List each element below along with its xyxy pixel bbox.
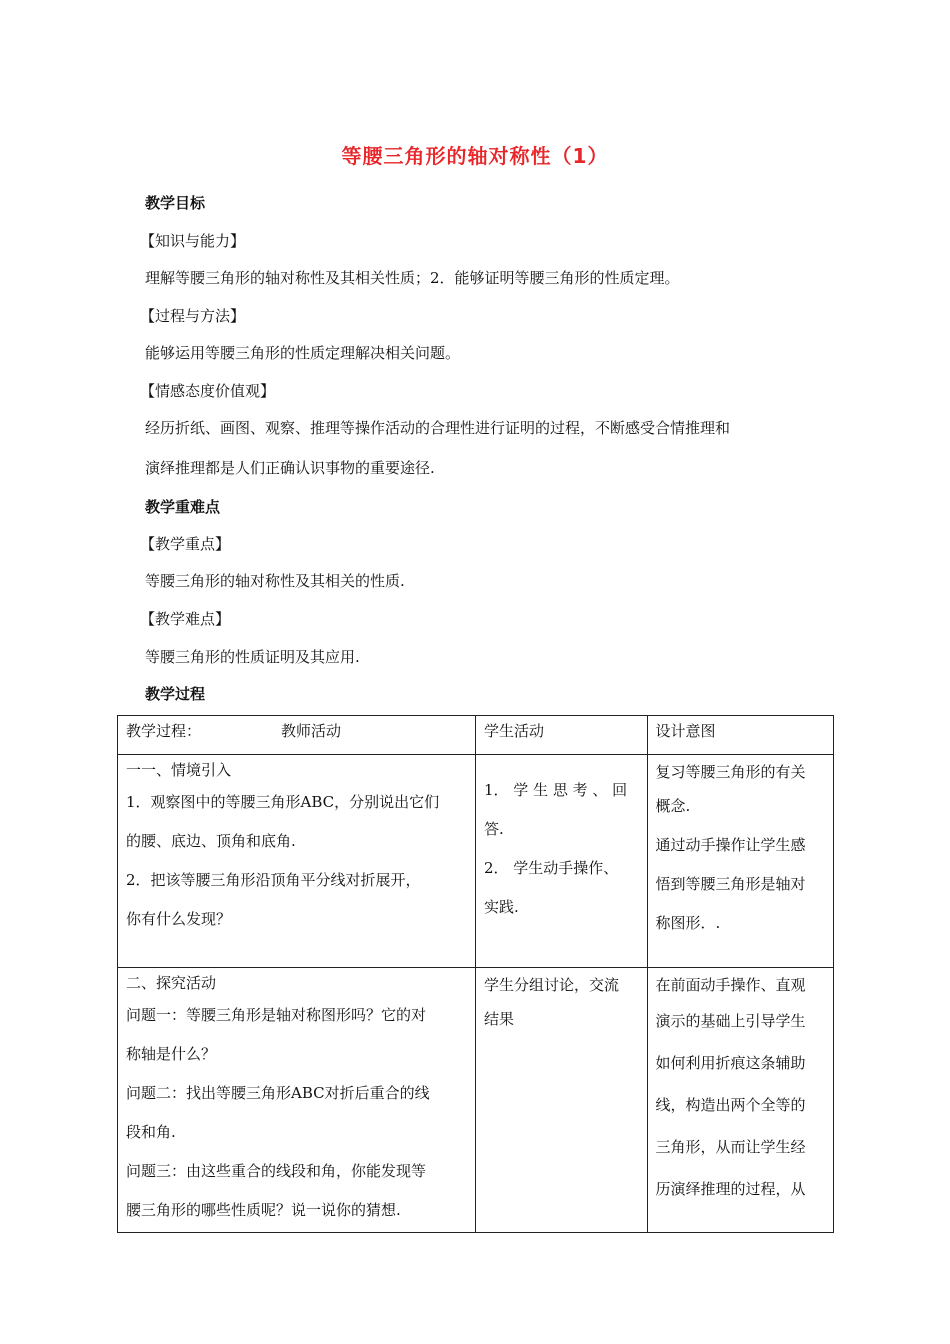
table-row xyxy=(118,755,834,968)
row2-intent-line: 三角形，从而让学生经 xyxy=(655,1138,806,1156)
row2-intent-line: 如何利用折痕这条辅助 xyxy=(655,1054,806,1072)
row1-intent-line: 概念. xyxy=(655,797,691,815)
row2-teacher-line: 问题一：等腰三角形是轴对称图形吗？它的对 xyxy=(126,1006,427,1024)
header-process-label: 教学过程： xyxy=(126,722,202,740)
row1-teacher-line: 2．把该等腰三角形沿顶角平分线对折展开， xyxy=(126,871,421,889)
page-title: 等腰三角形的轴对称性（1） xyxy=(341,144,609,168)
row2-teacher-line: 称轴是什么？ xyxy=(126,1045,217,1063)
row1-intent-line: 悟到等腰三角形是轴对 xyxy=(655,875,806,893)
row2-teacher-line: 问题三：由这些重合的线段和角，你能发现等 xyxy=(126,1162,427,1180)
row1-intent-line: 通过动手操作让学生感 xyxy=(655,836,806,854)
row1-teacher-line: 1．观察图中的等腰三角形ABC，分别说出它们 xyxy=(126,793,440,811)
row1-teacher-line: 的腰、底边、顶角和底角. xyxy=(126,832,296,850)
key-text: 等腰三角形的轴对称性及其相关的性质. xyxy=(145,572,405,590)
process-label: 【过程与方法】 xyxy=(140,307,246,325)
row1-teacher-cell xyxy=(118,755,476,968)
table-row xyxy=(118,968,834,1233)
row1-student-line: 2． 学生动手操作、 xyxy=(483,859,619,877)
row2-teacher-line: 二、探究活动 xyxy=(126,974,217,992)
knowledge-text: 理解等腰三角形的轴对称性及其相关性质；2．能够证明等腰三角形的性质定理。 xyxy=(145,269,680,287)
goals-heading: 教学目标 xyxy=(145,194,206,212)
row2-teacher-line: 段和角. xyxy=(126,1123,176,1141)
emotion-text-line1: 经历折纸、画图、观察、推理等操作活动的合理性进行证明的过程，不断感受合情推理和 xyxy=(145,419,731,437)
row2-teacher-line: 问题二：找出等腰三角形ABC对折后重合的线 xyxy=(126,1084,430,1102)
difficult-text: 等腰三角形的性质证明及其应用. xyxy=(145,648,360,666)
emotion-label: 【情感态度价值观】 xyxy=(140,382,276,400)
row1-student-line: 1． 学 生 思 考 、 回 xyxy=(483,781,628,799)
row1-student-line: 实践. xyxy=(483,898,519,916)
row2-intent-line: 线，构造出两个全等的 xyxy=(655,1096,806,1114)
row2-intent-line: 在前面动手操作、直观 xyxy=(655,976,806,994)
process-text: 能够运用等腰三角形的性质定理解决相关问题。 xyxy=(145,344,461,362)
row2-student-line: 结果 xyxy=(483,1010,514,1028)
header-teacher-cell xyxy=(118,716,476,755)
row1-student-line: 答. xyxy=(483,820,504,838)
row1-teacher-line: 一一、情境引入 xyxy=(126,761,232,779)
row2-teacher-line: 腰三角形的哪些性质呢？说一说你的猜想. xyxy=(126,1201,401,1219)
row2-student-line: 学生分组讨论，交流 xyxy=(483,976,619,994)
row2-intent-line: 历演绎推理的过程，从 xyxy=(655,1180,806,1198)
row2-intent-cell xyxy=(647,968,834,1233)
row1-intent-line: 称图形．. xyxy=(655,914,721,932)
knowledge-label: 【知识与能力】 xyxy=(140,232,246,250)
row1-intent-cell xyxy=(647,755,834,968)
teaching-process-table xyxy=(117,715,834,1233)
row2-student-cell xyxy=(475,968,647,1233)
header-intent-cell: 设计意图 xyxy=(647,716,834,755)
table-header-row xyxy=(118,716,834,755)
key-points-heading: 教学重难点 xyxy=(145,498,221,516)
row1-intent-line: 复习等腰三角形的有关 xyxy=(655,763,806,781)
difficult-label: 【教学难点】 xyxy=(140,610,231,628)
process-heading: 教学过程 xyxy=(145,685,206,703)
header-teacher-label: 教师活动 xyxy=(281,722,342,740)
key-label: 【教学重点】 xyxy=(140,535,231,553)
row1-student-cell xyxy=(475,755,647,968)
row2-intent-line: 演示的基础上引导学生 xyxy=(655,1012,806,1030)
row2-teacher-cell xyxy=(118,968,476,1233)
emotion-text-line2: 演绎推理都是人们正确认识事物的重要途径. xyxy=(145,459,435,477)
row1-teacher-line: 你有什么发现？ xyxy=(126,910,232,928)
header-student-cell: 学生活动 xyxy=(475,716,647,755)
